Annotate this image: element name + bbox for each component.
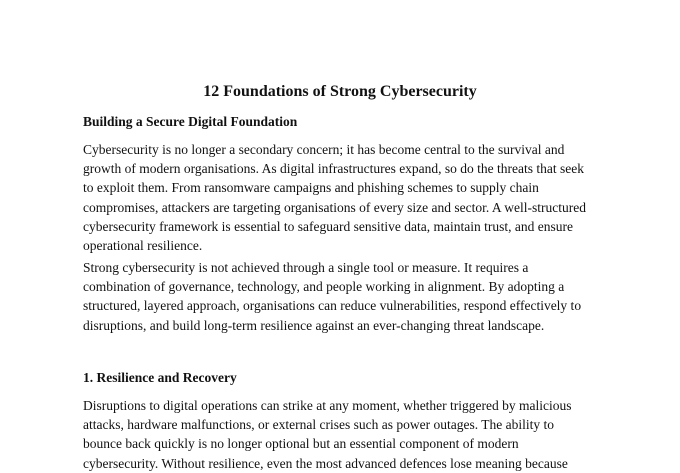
section-1-heading: 1. Resilience and Recovery <box>83 370 237 385</box>
paragraph-line: bounce back quickly is no longer optional but an essential component of modern <box>83 436 519 452</box>
paragraph-line: Cybersecurity is no longer a secondary concern; it has become central to the survival and <box>83 142 565 157</box>
paragraph-line: structured, layered approach, organisations can reduce vulnerabilities, respond effectively to <box>83 298 582 314</box>
document-subtitle: Building a Secure Digital Foundation <box>83 114 298 129</box>
paragraph-line: Disruptions to digital operations can strike at any moment, whether triggered by malicious <box>83 398 572 413</box>
document-title: 12 Foundations of Strong Cybersecurity <box>203 83 477 100</box>
paragraph-line: to exploit them. From ransomware campaigns and phishing schemes to supply chain <box>83 180 539 196</box>
paragraph-line: compromises, attackers are targeting organisations of every size and sector. A well-structured <box>83 199 586 215</box>
paragraph-line: growth of modern organisations. As digital infrastructures expand, so do the threats that seek <box>83 161 585 177</box>
paragraph-line: cybersecurity framework is essential to safeguard sensitive data, maintain trust, and ensure <box>83 218 573 234</box>
intro-paragraph-2 <box>83 258 603 335</box>
paragraph-line: cybersecurity. Without resilience, even the most advanced defences lose meaning because <box>83 455 568 471</box>
paragraph-line: disruptions, and build long-term resilience against an ever-changing threat landscape. <box>83 317 545 333</box>
paragraph-line: attacks, hardware malfunctions, or external crises such as power outages. The ability to <box>83 417 554 433</box>
paragraph-line: operational resilience. <box>83 238 203 254</box>
section-1-paragraph <box>83 396 603 473</box>
paragraph-line: combination of governance, technology, and people working in alignment. By adopting a <box>83 279 565 295</box>
intro-paragraph-1 <box>83 140 603 255</box>
paragraph-line: Strong cybersecurity is not achieved through a single tool or measure. It requires a <box>83 260 529 275</box>
